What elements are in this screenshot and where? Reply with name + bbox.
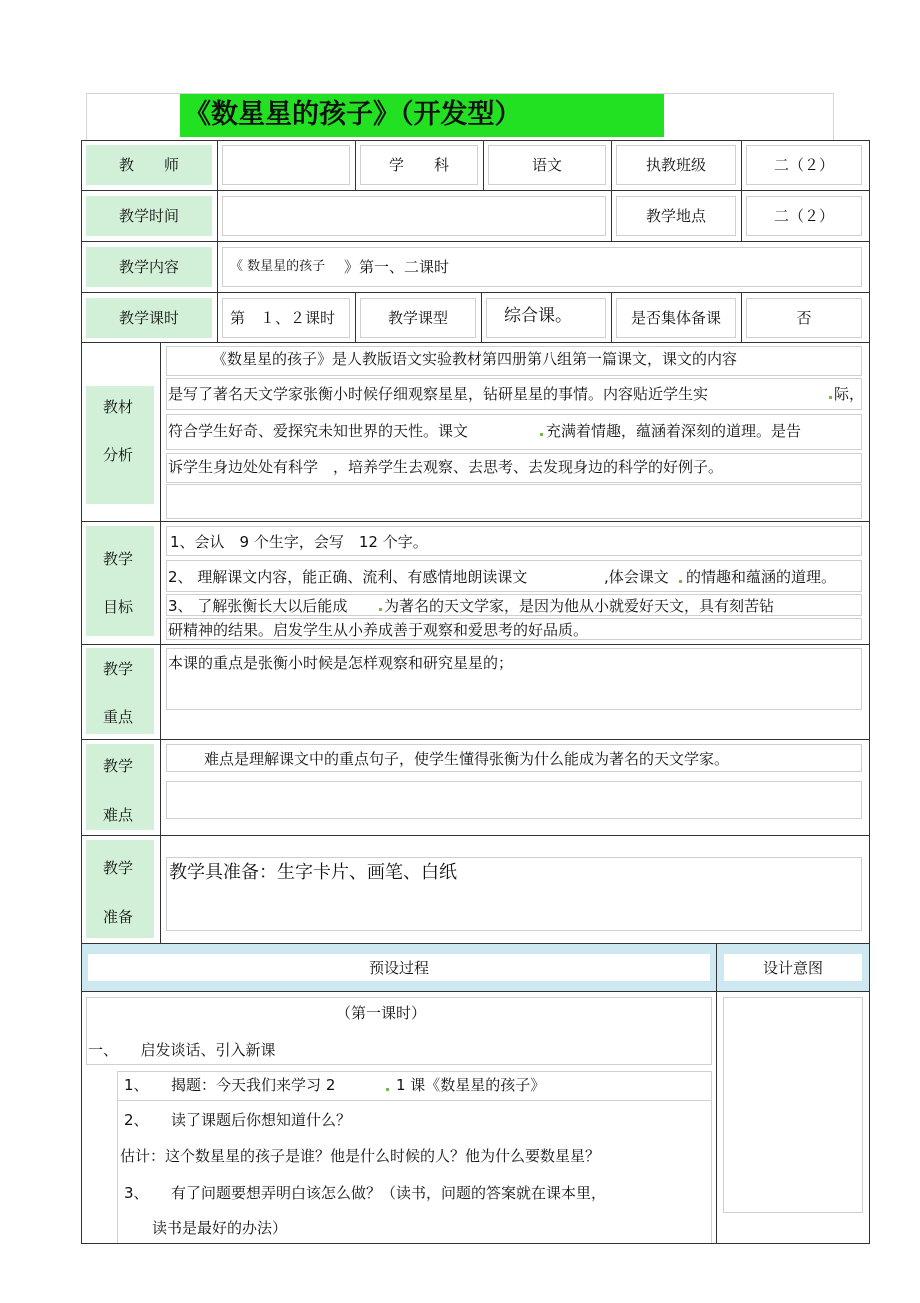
prep-value: 否 [796,309,812,327]
content-value-b: 》第一、二课时 [344,258,450,276]
place-value: 二（２） [773,207,834,225]
process-header-right: 设计意图 [762,959,823,977]
goals-line-3b: 为著名的天文学家，是因为他从小就爱好天文，具有刻苦钻 [384,597,775,615]
analysis-line-1: 《数星星的孩子》是人教版语文实验教材第四册第八组第一篇课文，课文的内容 [212,350,738,368]
type-label: 教学课型 [387,309,448,327]
time-value [222,196,606,236]
content-label: 教学内容 [118,258,179,276]
marker-dot [540,433,543,436]
type-value: 综合课。 [504,306,572,326]
goals-label-cell [86,526,154,636]
analysis-line-4: 诉学生身边处处有科学 ，培养学生去观察、去思考、去发现身边的科学的好例子。 [168,458,724,476]
page-title: 《数星星的孩子》（开发型） [184,99,522,130]
goals-line-1: 1、会认 9 个生字，会写 12 个字。 [170,533,428,551]
step-block-left-rule [117,1101,118,1243]
teacher-value [222,145,350,185]
goals-label-1: 教学 [102,550,133,568]
prep-label: 是否集体备课 [630,309,721,327]
analysis-label-1: 教材 [102,398,133,416]
analysis-box-5 [166,484,862,519]
marker-dot [679,580,682,583]
preparation-text: 教学具准备：生字卡片、画笔、白纸 [169,862,457,883]
marker-dot [386,1088,389,1091]
teacher-label: 教 师 [118,156,179,174]
keypoint-label-2: 重点 [102,708,133,726]
marker-dot [379,608,382,611]
step3: 3、 有了问题要想弄明白该怎么做？（读书，问题的答案就在课本里， [124,1184,607,1202]
difficulty-box-2 [166,781,862,819]
analysis-line-2-end: 际， [834,385,865,403]
hours-value: 第 １、２课时 [230,309,336,327]
section-1: 一、 启发谈话、引入新课 [88,1041,276,1059]
step1b: 1 课《数星星的孩子》 [396,1076,546,1094]
goals-label-2: 目标 [102,598,133,616]
step3-cont: 读书是最好的办法） [152,1219,288,1237]
analysis-label-2: 分析 [102,446,133,464]
process-header-left: 预设过程 [368,959,429,977]
content-value-a: 《 数星星的孩子 [230,259,326,274]
step2-note: 估计：这个数星星的孩子是谁？他是什么时候的人？他为什么要数星星？ [120,1147,601,1165]
place-label: 教学地点 [645,207,706,225]
goals-line-3a: 3、 了解张衡长大以后能成 [168,597,348,615]
preparation-label-2: 准备 [102,908,133,926]
class-value: 二（２） [773,156,834,174]
goals-line-2b: ,体会课文 [604,568,669,586]
step1a: 1、 揭题：今天我们来学习 2 [124,1076,336,1094]
subject-label: 学 科 [388,156,449,174]
marker-dot [829,396,832,399]
time-label: 教学时间 [118,207,179,225]
keypoint-text: 本课的重点是张衡小时候是怎样观察和研究星星的； [168,654,514,672]
hours-label: 教学课时 [118,309,179,327]
keypoint-label-1: 教学 [102,660,133,678]
difficulty-text: 难点是理解课文中的重点句子，使学生懂得张衡为什么能成为著名的天文学家。 [204,750,730,768]
analysis-line-3b: 充满着情趣，蕴涵着深刻的道理。是告 [546,422,802,440]
subject-value: 语文 [531,156,562,174]
step2: 2、 读了课题后你想知道什么？ [124,1111,352,1129]
analysis-line-2: 是写了著名天文学家张衡小时候仔细观察星星，钻研星星的事情。内容贴近学生实 [168,385,709,403]
goals-line-4: 研精神的结果。启发学生从小养成善于观察和爱思考的好品质。 [168,621,589,639]
preparation-label-1: 教学 [102,859,133,877]
goals-line-2a: 2、 理解课文内容，能正确、流利、有感情地朗读课文 [168,568,528,586]
goals-line-2c: 的情趣和蕴涵的道理。 [686,568,837,586]
analysis-line-3a: 符合学生好奇、爱探究未知世界的天性。课文 [168,422,469,440]
step-block-right-rule [711,1101,712,1243]
difficulty-label-1: 教学 [102,757,133,775]
class-label: 执教班级 [645,156,706,174]
difficulty-label-2: 难点 [102,806,133,824]
lesson-title: （第一课时） [335,1004,426,1022]
intent-box [723,997,863,1213]
